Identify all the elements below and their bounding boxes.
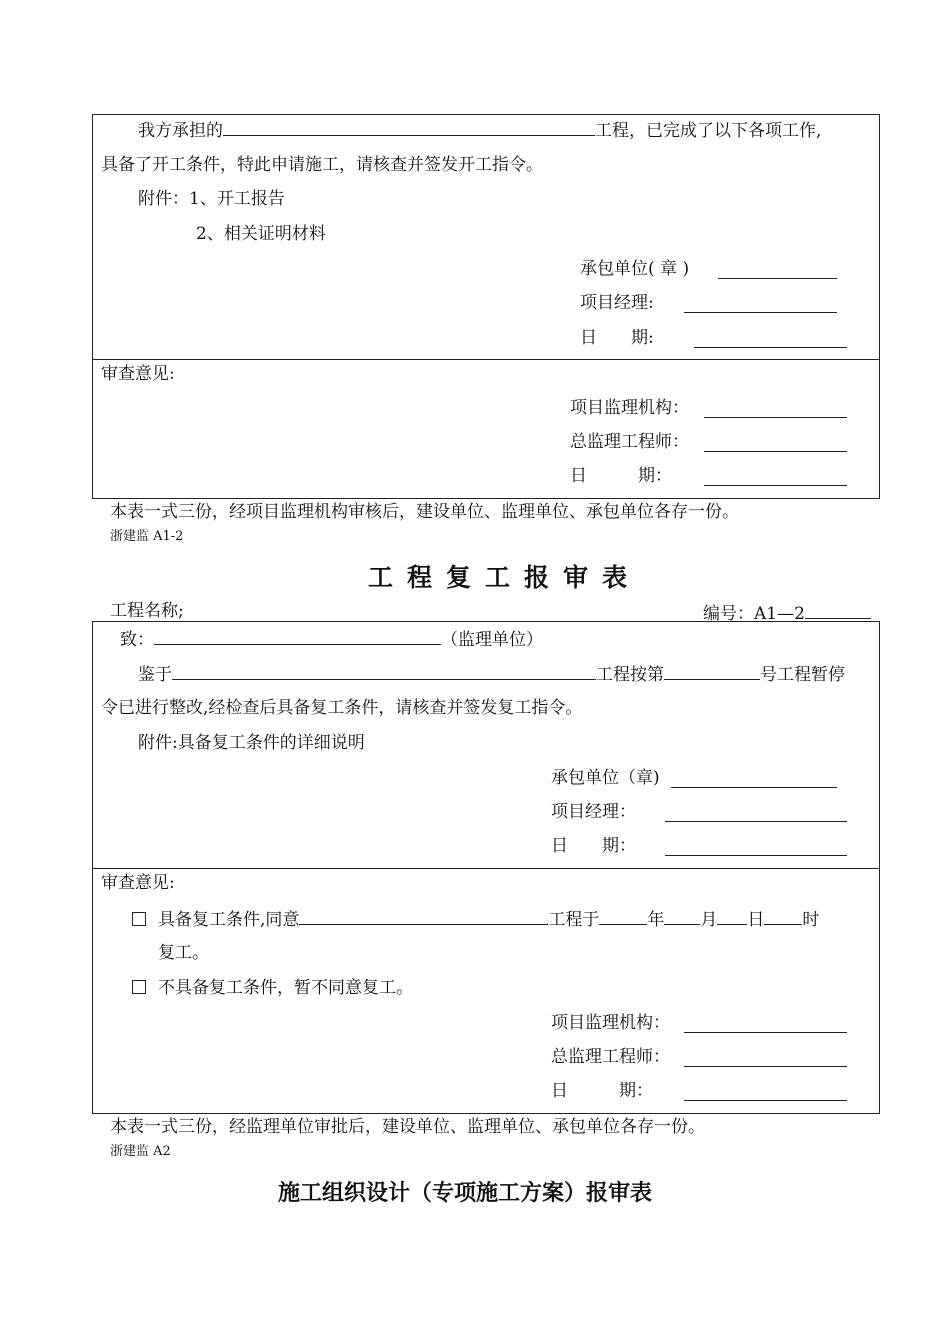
form2-stop-order-label: 号工程暂停 (760, 665, 845, 685)
form2-resume: 复工。 (158, 943, 209, 963)
form2-opt1-project-field[interactable] (299, 906, 548, 925)
form1-chief-eng-field[interactable] (704, 433, 847, 452)
form3-title: 施工组织设计（专项施工方案）报审表 (278, 1180, 653, 1206)
form2-number-label: 编号：A1—2 (703, 604, 805, 624)
form2-contractor-label: 承包单位（章) (551, 768, 660, 788)
form1-intro-suffix: 工程，已完成了以下各项工作, (595, 121, 822, 141)
form1-sup-org-label: 项目监理机构： (570, 398, 689, 418)
form2-number-field[interactable] (805, 600, 871, 619)
form2-attach: 附件:具备复工条件的详细说明 (138, 733, 365, 753)
form1-divider (92, 359, 880, 360)
form2-title: 工程复工报审表 (368, 563, 642, 592)
form1-sup-org-field[interactable] (704, 399, 847, 418)
form1-date2-field[interactable] (704, 467, 847, 486)
form2-opt1-prefix: 具备复工条件,同意 (158, 910, 300, 930)
form2-opt2-line (132, 977, 413, 999)
form2-date-field[interactable] (665, 837, 847, 856)
form2-month-field[interactable] (664, 906, 700, 925)
form2-year-field[interactable] (599, 906, 647, 925)
form2-opt2-label: 不具备复工条件，暂不同意复工。 (158, 978, 413, 998)
form1-date-label: 日 期: (580, 328, 654, 348)
form2-sup-unit-field[interactable] (154, 626, 441, 645)
form2-project-field[interactable] (172, 661, 596, 680)
form1-manager-field[interactable] (684, 294, 837, 313)
form3-code: 浙建监 A2 (110, 1144, 171, 1159)
form2-review-label: 审查意见: (101, 873, 175, 893)
form2-to-line (120, 626, 543, 651)
form2-whereas-label: 鉴于 (138, 665, 172, 685)
checkbox-disagree[interactable] (132, 980, 146, 994)
form1-date2-label: 日 期： (570, 466, 672, 486)
form2-line3: 令已进行整改,经检查后具备复工条件，请核查并签发复工指令。 (101, 698, 583, 718)
form2-day-label: 日 (747, 910, 765, 930)
form2-sup-org-field[interactable] (684, 1014, 847, 1033)
form2-project-name-label: 工程名称; (110, 601, 184, 621)
form1-intro-line (138, 117, 821, 142)
form2-contractor-field[interactable] (671, 769, 837, 788)
form2-to-label: 致： (120, 630, 154, 650)
form1-review-label: 审查意见: (101, 364, 175, 384)
form2-code: 浙建监 A1-2 (110, 529, 184, 544)
form2-opt1-proj-label: 工程于 (548, 910, 600, 930)
form2-month-label: 月 (700, 910, 718, 930)
form1-project-field[interactable] (223, 117, 595, 136)
form2-day-field[interactable] (717, 906, 747, 925)
form1-intro-prefix: 我方承担的 (138, 121, 223, 141)
form2-chief-eng-field[interactable] (684, 1048, 847, 1067)
form1-contractor-field[interactable] (718, 260, 837, 279)
form2-order-no-field[interactable] (664, 661, 760, 680)
form2-hour-field[interactable] (764, 906, 802, 925)
form1-line2: 具备了开工条件，特此申请施工，请核查并签发开工指令。 (101, 155, 543, 175)
form2-manager-field[interactable] (665, 803, 847, 822)
form1-contractor-label: 承包单位( 章 ) (580, 259, 690, 279)
form2-hour-label: 时 (802, 910, 820, 930)
checkbox-agree[interactable] (132, 912, 146, 926)
form2-opt1-line (132, 906, 819, 931)
form1-chief-eng-label: 总监理工程师： (570, 432, 689, 452)
form2-sup-org-label: 项目监理机构： (551, 1013, 670, 1033)
form2-date2-label: 日 期： (551, 1081, 653, 1101)
form2-date2-field[interactable] (684, 1082, 847, 1101)
form1-footnote: 本表一式三份，经项目监理机构审核后，建设单位、监理单位、承包单位各存一份。 (110, 502, 739, 522)
form1-date-field[interactable] (694, 329, 847, 348)
form2-footnote: 本表一式三份，经监理单位审批后，建设单位、监理单位、承包单位各存一份。 (110, 1117, 705, 1137)
form1-attach1: 附件：1、开工报告 (138, 189, 285, 209)
form2-date-label: 日 期： (551, 836, 636, 856)
form2-per-no-label: 工程按第 (596, 665, 664, 685)
form2-sup-unit-label: （监理单位） (441, 630, 543, 650)
form2-divider (92, 868, 880, 869)
form2-manager-label: 项目经理： (551, 802, 636, 822)
form2-whereas-line (138, 661, 845, 686)
form2-chief-eng-label: 总监理工程师： (551, 1047, 670, 1067)
form1-attach2: 2、相关证明材料 (196, 224, 326, 244)
form1-manager-label: 项目经理: (580, 293, 654, 313)
form2-year-label: 年 (647, 910, 665, 930)
